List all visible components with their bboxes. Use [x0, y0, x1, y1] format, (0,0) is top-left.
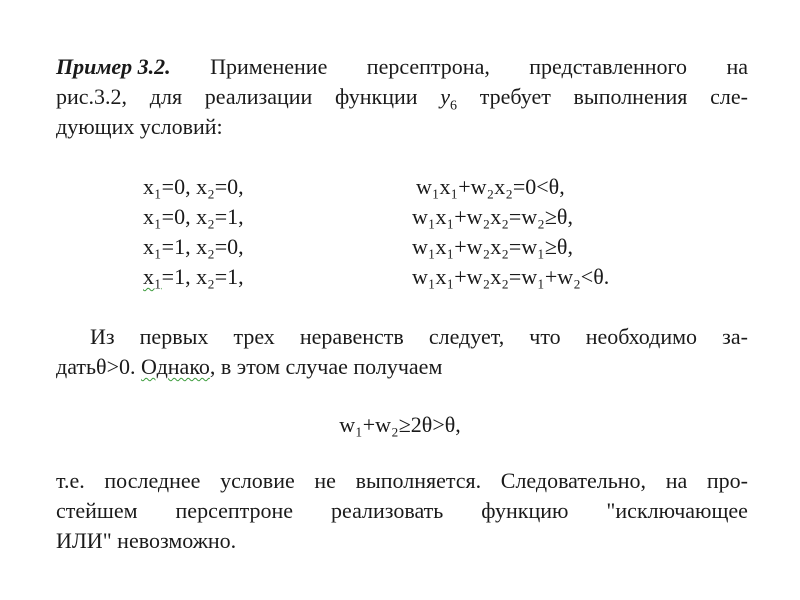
- word: на: [665, 468, 688, 493]
- word: требует: [479, 84, 551, 109]
- paragraph3-line2: [56, 496, 748, 526]
- word: выполнения: [573, 84, 688, 109]
- word: не: [314, 468, 336, 493]
- word: следует,: [428, 324, 505, 349]
- word: трех: [233, 324, 275, 349]
- paragraph2-line1: [90, 322, 748, 352]
- word: выполняется.: [355, 468, 482, 493]
- spellcheck-marked-text: Однако: [140, 354, 210, 379]
- word: стейшем: [56, 498, 138, 523]
- paragraph3-line1: [56, 466, 748, 496]
- word: рис.3.2,: [56, 84, 128, 109]
- word: последнее: [104, 468, 201, 493]
- paragraph2-line2: [56, 352, 748, 382]
- word: персептроне: [175, 498, 294, 523]
- word: "исключающее: [606, 498, 748, 523]
- word: реализовать: [331, 498, 444, 523]
- example-label: Пример 3.2.: [56, 54, 171, 79]
- word: т.е.: [56, 468, 85, 493]
- word: условие: [220, 468, 295, 493]
- spellcheck-marked-text: x₁: [143, 264, 162, 289]
- word: функцию: [481, 498, 569, 523]
- word: сле-: [710, 84, 748, 109]
- word: для: [149, 84, 183, 109]
- word: Следовательно,: [500, 468, 647, 493]
- condition-inputs: x₁=0, x₂=1,: [143, 204, 244, 229]
- word: Из: [90, 324, 115, 349]
- word: про-: [706, 468, 748, 493]
- paragraph1-line3: дующих условий:: [56, 114, 223, 139]
- condition-expression: w₁x₁+w₂x₂=0<θ,: [416, 174, 565, 199]
- condition-inputs: [143, 262, 244, 292]
- paragraph3-line3: ИЛИ" невозможно.: [56, 528, 237, 553]
- function-subscript: 6: [450, 98, 458, 114]
- word: персептрона,: [366, 54, 490, 79]
- word: неравенств: [299, 324, 404, 349]
- inequality-equation: w₁+w₂≥2θ>θ,: [339, 412, 461, 437]
- word: первых: [139, 324, 209, 349]
- condition-expression: w₁x₁+w₂x₂=w₂≥θ,: [412, 204, 573, 229]
- word: функции: [335, 84, 418, 109]
- word: что: [529, 324, 561, 349]
- word: за-: [722, 324, 748, 349]
- condition-inputs: x₁=0, x₂=0,: [143, 174, 244, 199]
- word: на: [726, 54, 748, 79]
- condition-expression: w₁x₁+w₂x₂=w₁+w₂<θ.: [412, 264, 610, 289]
- text-segment: датьθ>0.: [56, 354, 141, 379]
- word: представленного: [529, 54, 687, 79]
- condition-inputs-rest: =1, x₂=1,: [161, 264, 244, 289]
- text-segment: , в этом случае получаем: [209, 354, 443, 379]
- condition-expression: w₁x₁+w₂x₂=w₁≥θ,: [412, 234, 573, 259]
- word: необходимо: [585, 324, 698, 349]
- function-symbol: y: [440, 84, 451, 109]
- condition-inputs: x₁=1, x₂=0,: [143, 234, 244, 259]
- word: Применение: [210, 54, 328, 79]
- paragraph1-line1: [56, 52, 748, 82]
- word: реализации: [204, 84, 313, 109]
